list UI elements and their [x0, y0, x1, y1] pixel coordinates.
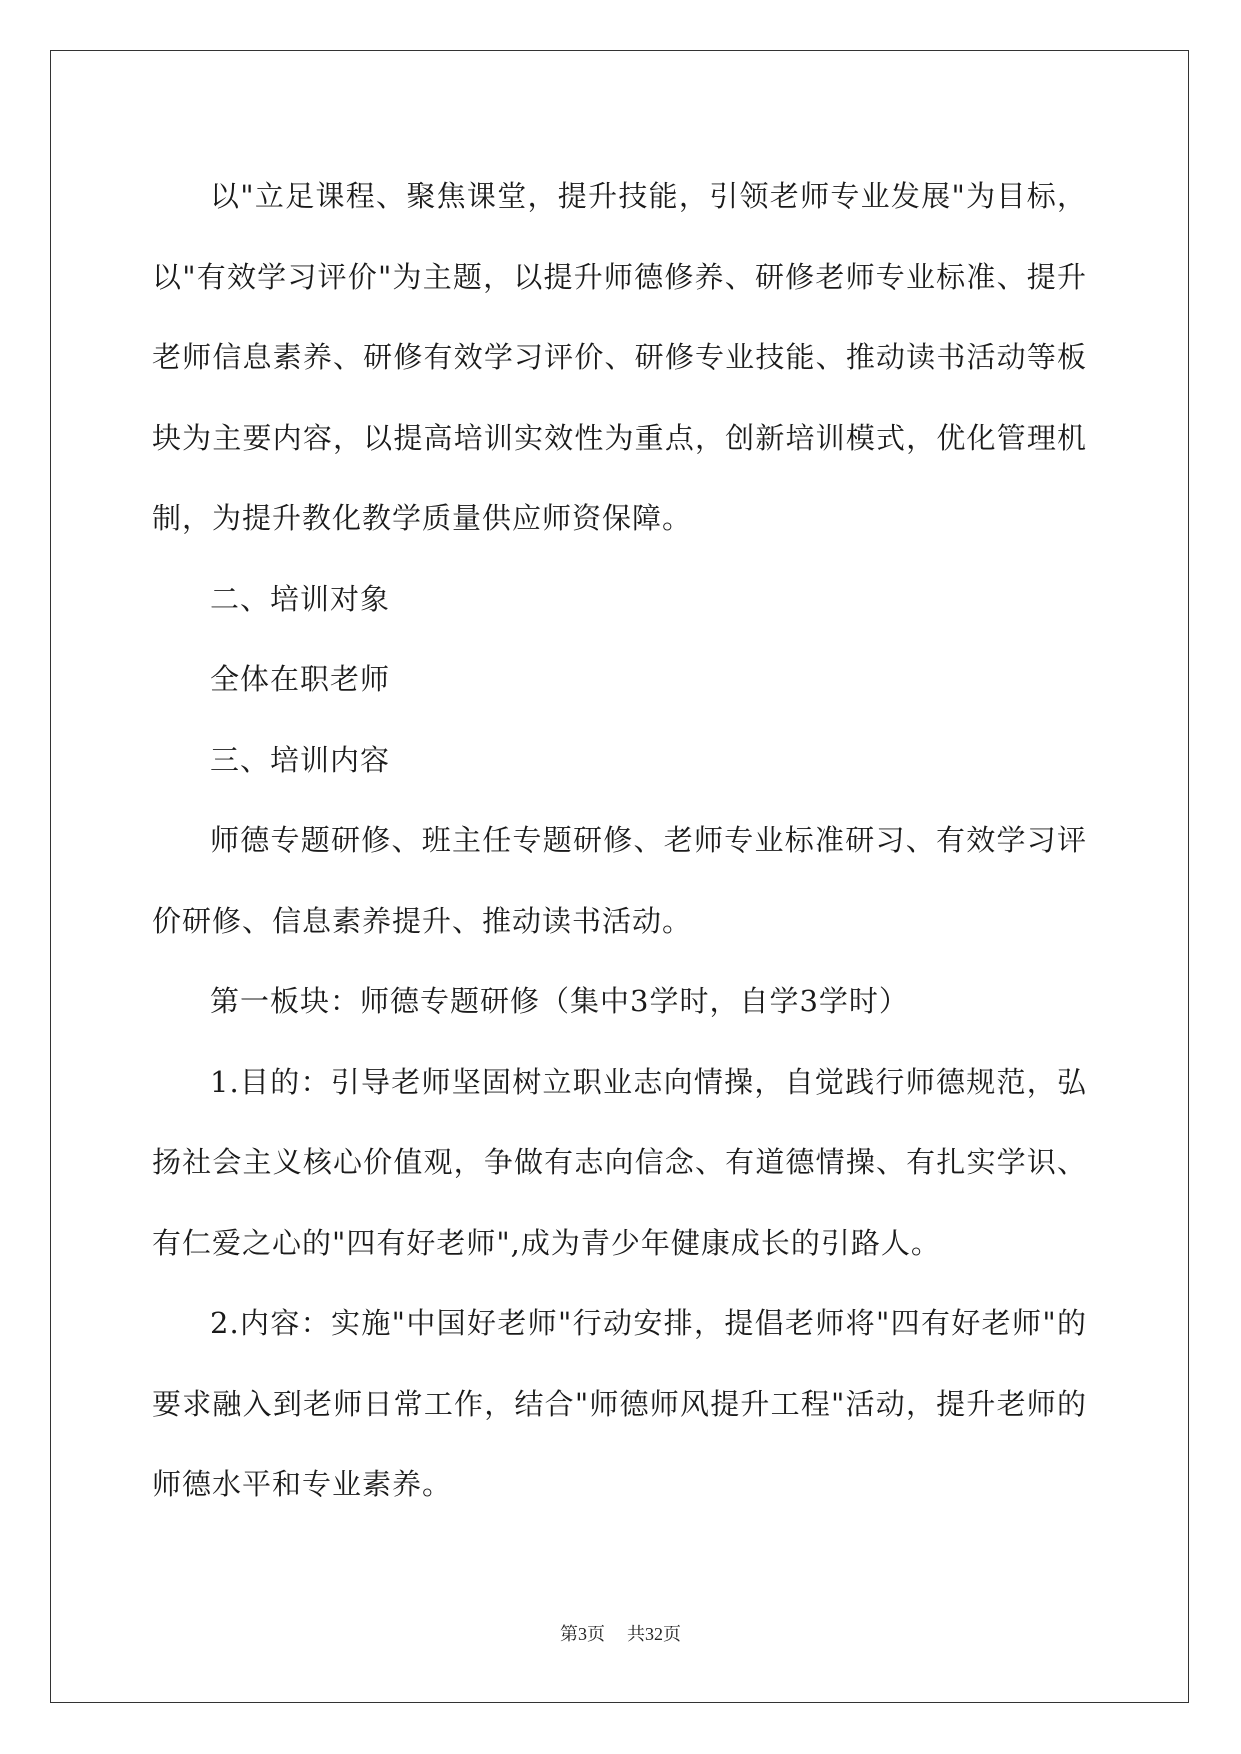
paragraph-purpose: 1.目的：引导老师坚固树立职业志向情操，自觉践行师德规范，弘扬社会主义核心价值观，争做有志向信念、有道德情操、有扎实学识、有仁爱之心的"四有好老师",成为青少年健康成长的引路人。	[152, 1064, 1087, 1260]
paragraph-content: 师德专题研修、班主任专题研修、老师专业标准研习、有效学习评价研修、信息素养提升、推动读书活动。	[152, 823, 1087, 938]
heading-training-content: 三、培训内容	[210, 742, 391, 777]
heading-training-target: 二、培训对象	[210, 581, 391, 616]
paragraph-module-content: 2.内容：实施"中国好老师"行动安排，提倡老师将"四有好老师"的要求融入到老师日常工作，结合"师德师风提升工程"活动，提升老师的师德水平和专业素养。	[152, 1306, 1087, 1501]
heading-module-one: 第一板块：师德专题研修（集中3学时，自学3学时）	[210, 984, 909, 1018]
page-number: 第3页	[560, 1624, 605, 1644]
document-body	[152, 156, 1087, 1525]
page-footer	[0, 1620, 1241, 1646]
page-total: 共32页	[627, 1624, 681, 1644]
paragraph-goal: 以"立足课程、聚焦课堂，提升技能，引领老师专业发展"为目标，以"有效学习评价"为主题，以提升师德修养、研修老师专业标准、提升老师信息素养、研修有效学习评价、研修专业技能、推动读书活动等板块为主要内容，以提高培训实效性为重点，创新培训模式，优化管理机制，为提升教化教学质量供应师资保障。	[152, 179, 1087, 535]
paragraph-target: 全体在职老师	[210, 662, 391, 696]
